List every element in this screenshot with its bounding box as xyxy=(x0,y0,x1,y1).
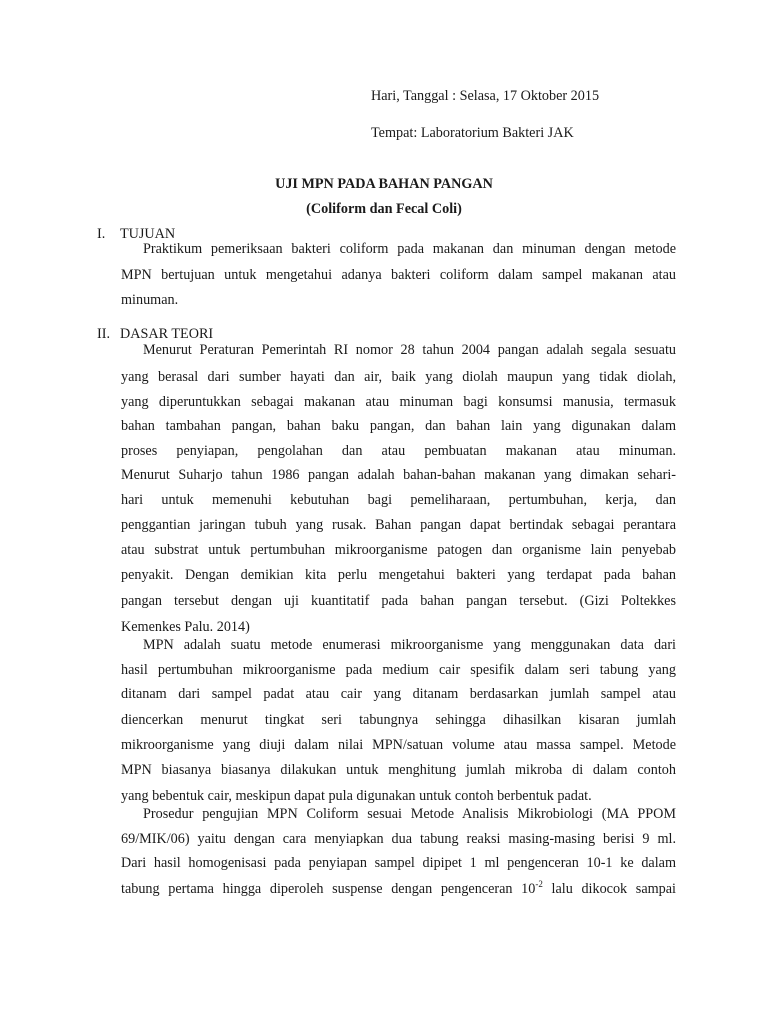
paragraph-line: atau substrat untuk pertumbuhan mikroorganisme patogen dan organisme lain penyebab xyxy=(121,542,676,558)
paragraph-line: yang berasal dari sumber hayati dan air, baik yang diolah maupun yang tidak diolah, xyxy=(121,369,676,385)
paragraph-line: yang diperuntukkan sebagai makanan atau minuman bagi konsumsi manusia, termasuk xyxy=(121,394,676,410)
paragraph-line: penyakit. Dengan demikian kita perlu mengetahui bakteri yang terdapat pada bahan xyxy=(121,567,676,583)
paragraph-line: Kemenkes Palu. 2014) xyxy=(121,619,250,635)
paragraph-line: MPN adalah suatu metode enumerasi mikroorganisme yang menggunakan data dari xyxy=(143,637,676,653)
text-after-superscript: lalu dikocok sampai xyxy=(542,881,676,897)
paragraph-line: mikroorganisme yang diuji dalam nilai MPN/satuan volume atau massa sampel. Metode xyxy=(121,737,676,753)
paragraph-line-superscript xyxy=(121,881,676,898)
paragraph-line: penggantian jaringan tubuh yang rusak. Bahan pangan dapat bertindak sebagai perantara xyxy=(121,517,676,533)
paragraph-line: 69/MIK/06) yaitu dengan cara menyiapkan dua tabung reaksi masing-masing berisi 9 ml. xyxy=(121,831,676,847)
paragraph-line: Menurut Peraturan Pemerintah RI nomor 28 tahun 2004 pangan adalah segala sesuatu xyxy=(143,342,676,358)
paragraph-line: Praktikum pemeriksaan bakteri coliform pada makanan dan minuman dengan metode xyxy=(143,241,676,257)
text-before-superscript: tabung pertama hingga diperoleh suspense dengan pengenceran 10 xyxy=(121,881,536,897)
paragraph-line: ditanam dari sampel padat atau cair yang ditanam berdasarkan jumlah sampel atau xyxy=(121,686,676,702)
section-number: II. xyxy=(97,326,110,342)
section-heading-dasar-teori xyxy=(97,326,213,343)
place-line: Tempat: Laboratorium Bakteri JAK xyxy=(371,125,574,141)
paragraph-line: minuman. xyxy=(121,292,179,308)
paragraph-line: Dari hasil homogenisasi pada penyiapan sampel dipipet 1 ml pengenceran 10-1 ke dalam xyxy=(121,855,676,871)
section-number: I. xyxy=(97,226,106,242)
paragraph-line: bahan tambahan pangan, bahan baku pangan, dan bahan lain yang digunakan dalam xyxy=(121,418,676,434)
paragraph-line: proses penyiapan, pengolahan dan atau pembuatan makanan atau minuman. xyxy=(121,443,676,459)
paragraph-line: MPN biasanya biasanya dilakukan untuk menghitung jumlah mikroba di dalam contoh xyxy=(121,762,676,778)
paragraph-line: Prosedur pengujian MPN Coliform sesuai Metode Analisis Mikrobiologi (MA PPOM xyxy=(143,806,676,822)
section-title: TUJUAN xyxy=(120,226,176,242)
paragraph-line: yang bebentuk cair, meskipun dapat pula digunakan untuk contoh berbentuk padat. xyxy=(121,788,592,804)
paragraph-line: diencerkan menurut tingkat seri tabungnya sehingga dihasilkan kisaran jumlah xyxy=(121,712,676,728)
document-title: UJI MPN PADA BAHAN PANGAN xyxy=(275,176,493,192)
date-line: Hari, Tanggal : Selasa, 17 Oktober 2015 xyxy=(371,88,600,104)
paragraph-line: pangan tersebut dengan uji kuantitatif pada bahan pangan tersebut. (Gizi Poltekkes xyxy=(121,593,676,609)
paragraph-line: hari untuk memenuhi kebutuhan bagi pemeliharaan, pertumbuhan, kerja, dan xyxy=(121,492,676,508)
document-subtitle: (Coliform dan Fecal Coli) xyxy=(306,201,462,217)
paragraph-line: MPN bertujuan untuk mengetahui adanya bakteri coliform dalam sampel makanan atau xyxy=(121,267,676,283)
superscript-exponent: -2 xyxy=(535,879,543,889)
section-title: DASAR TEORI xyxy=(120,326,214,342)
paragraph-line: hasil pertumbuhan mikroorganisme pada medium cair spesifik dalam seri tabung yang xyxy=(121,662,676,678)
paragraph-line: Menurut Suharjo tahun 1986 pangan adalah bahan-bahan makanan yang dimakan sehari- xyxy=(121,467,676,483)
